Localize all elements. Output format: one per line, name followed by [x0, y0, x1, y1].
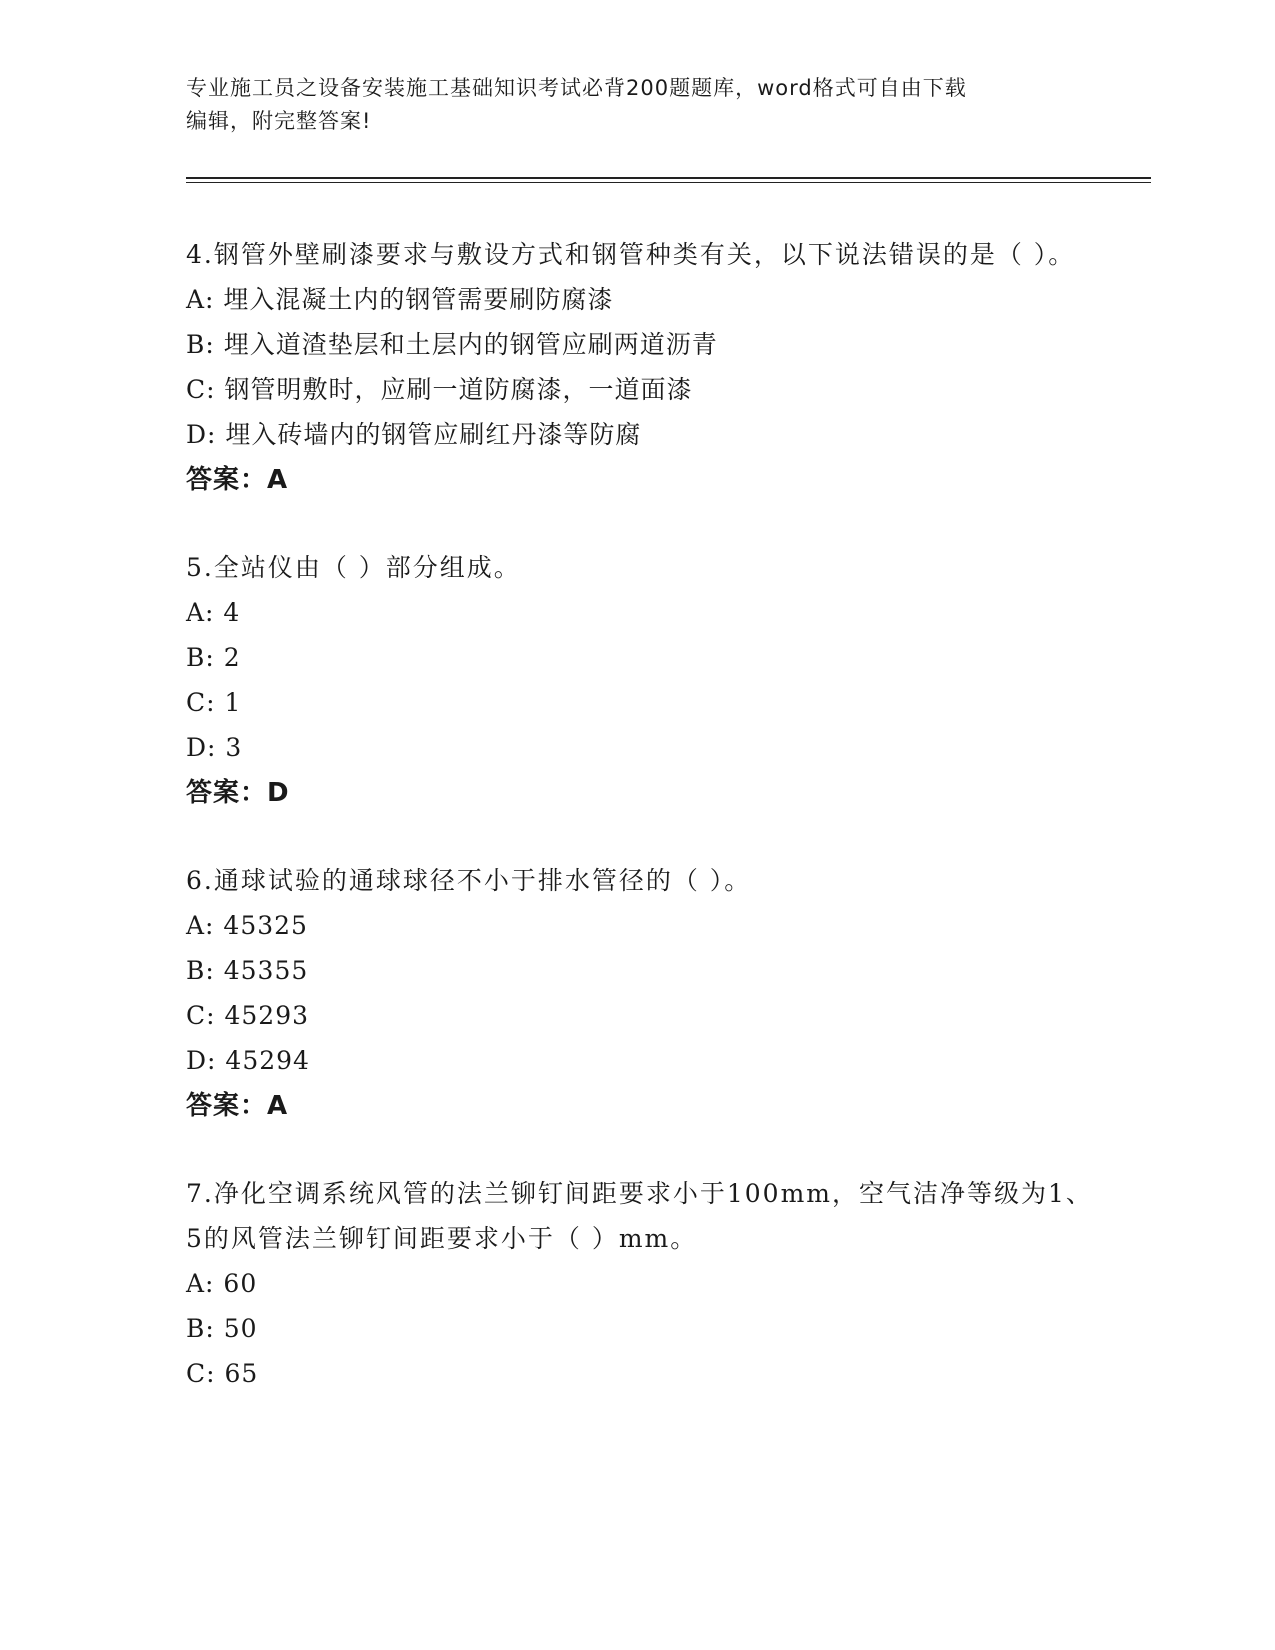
option-a: A: 4	[186, 598, 241, 627]
option-c: C: 45293	[186, 1001, 310, 1030]
question-7	[186, 1171, 1106, 1396]
question-text: 5.全站仪由（ ）部分组成。	[186, 553, 521, 582]
answer-label: 答案：A	[186, 465, 289, 495]
option-c: C: 钢管明敷时，应刷一道防腐漆，一道面漆	[186, 375, 693, 404]
header-divider-thin	[186, 182, 1151, 183]
header-line-1: 专业施工员之设备安装施工基础知识考试必背200题题库，word格式可自由下载	[186, 76, 967, 100]
question-4	[186, 232, 1106, 503]
option-a: A: 埋入混凝土内的钢管需要刷防腐漆	[186, 285, 614, 314]
question-text: 4.钢管外壁刷漆要求与敷设方式和钢管种类有关，以下说法错误的是（ ）。	[186, 240, 1076, 269]
option-d: D: 埋入砖墙内的钢管应刷红丹漆等防腐	[186, 420, 642, 449]
option-c: C: 1	[186, 688, 242, 717]
option-b: B: 50	[186, 1314, 258, 1343]
option-d: D: 3	[186, 733, 243, 762]
option-d: D: 45294	[186, 1046, 310, 1075]
question-text: 7.净化空调系统风管的法兰铆钉间距要求小于100mm，空气洁净等级为1、5的风管法兰铆钉间距要求小于（ ）mm。	[186, 1179, 1093, 1253]
option-a: A: 45325	[186, 911, 308, 940]
option-b: B: 2	[186, 643, 241, 672]
header-line-2: 编辑，附完整答案!	[186, 109, 372, 133]
answer-label: 答案：D	[186, 778, 290, 808]
option-b: B: 45355	[186, 956, 309, 985]
question-6	[186, 858, 1106, 1129]
answer-label: 答案：A	[186, 1091, 289, 1121]
question-5	[186, 545, 1106, 816]
question-text: 6.通球试验的通球球径不小于排水管径的（ ）。	[186, 866, 752, 895]
question-list	[186, 232, 1106, 1438]
header-divider-thick	[186, 177, 1151, 179]
option-b: B: 埋入道渣垫层和土层内的钢管应刷两道沥青	[186, 330, 718, 359]
option-c: C: 65	[186, 1359, 259, 1388]
option-a: A: 60	[186, 1269, 258, 1298]
document-header	[186, 72, 1086, 138]
